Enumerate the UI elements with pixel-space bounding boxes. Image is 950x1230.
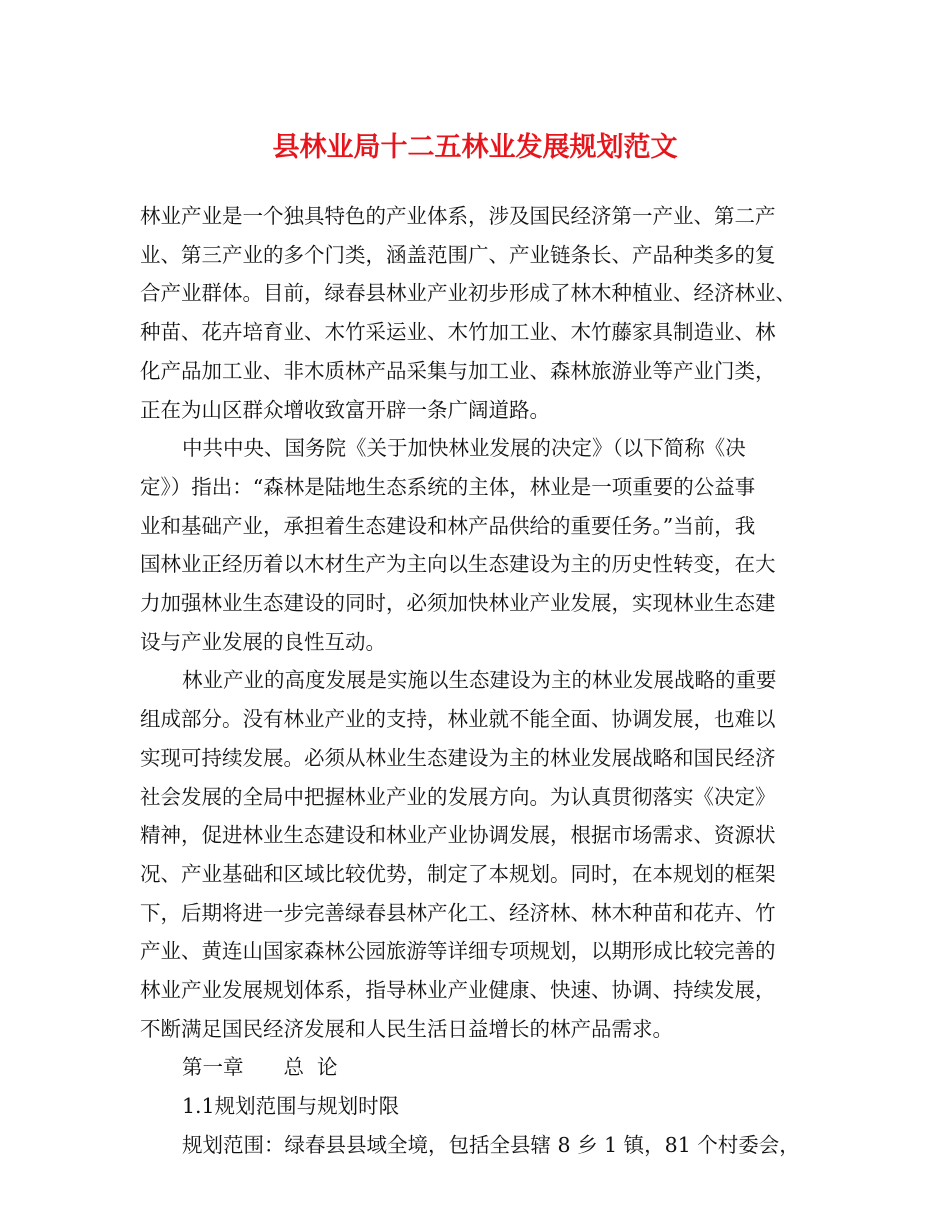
text-line: 社会发展的全局中把握林业产业的发展方向。为认真贯彻落实《决定》 (140, 784, 776, 809)
text-line: 业和基础产业，承担着生态建设和林产品供给的重要任务。”当前，我 (140, 513, 756, 538)
text-line: 组成部分。没有林业产业的支持，林业就不能全面、协调发展，也难以 (140, 707, 776, 732)
paragraph-decision (140, 429, 830, 661)
text-line: 林业产业是一个独具特色的产业体系，涉及国民经济第一产业、第二产 (140, 204, 776, 228)
text-line: 种苗、花卉培育业、木竹采运业、木竹加工业、木竹藤家具制造业、林 (140, 320, 776, 345)
text-line: 规划范围：绿春县县域全境，包括全县辖 8 乡 1 镇，81 个村委会， (182, 1132, 800, 1157)
text-line: 化产品加工业、非木质林产品采集与加工业、森林旅游业等产业门类， (140, 358, 776, 383)
text-line: 设与产业发展的良性互动。 (140, 629, 386, 654)
paragraph-intro (140, 197, 830, 429)
paragraph-strategy (140, 661, 830, 1048)
text-line: 林业产业发展规划体系，指导林业产业健康、快速、协调、持续发展， (140, 978, 776, 1003)
text-line: 力加强林业生态建设的同时，必须加快林业产业发展，实现林业生态建 (140, 591, 776, 616)
text-line: 中共中央、国务院《关于加快林业发展的决定》（以下简称《决 (182, 436, 746, 461)
text-line: 下，后期将进一步完善绿春县林产化工、经济林、林木种苗和花卉、竹 (140, 900, 776, 925)
text-line: 林业产业的高度发展是实施以生态建设为主的林业发展战略的重要 (182, 668, 777, 693)
text-line: 精神，促进林业生态建设和林业产业协调发展，根据市场需求、资源状 (140, 823, 776, 848)
document-title: 县林业局十二五林业发展规划范文 (272, 132, 678, 163)
text-line: 国林业正经历着以木材生产为主向以生态建设为主的历史性转变，在大 (140, 552, 776, 577)
text-line: 不断满足国民经济发展和人民生活日益增长的林产品需求。 (140, 1016, 673, 1041)
text-line: 合产业群体。目前，绿春县林业产业初步形成了林木种植业、经济林业、 (140, 281, 796, 306)
text-line: 况、产业基础和区域比较优势，制定了本规划。同时，在本规划的框架 (140, 861, 776, 886)
text-line: 正在为山区群众增收致富开辟一条广阔道路。 (140, 397, 550, 422)
chapter-heading (140, 1048, 830, 1087)
section-title: 1.1规划范围与规划时限 (182, 1094, 400, 1119)
text-line: 产业、黄连山国家森林公园旅游等详细专项规划，以期形成比较完善的 (140, 939, 776, 964)
text-line: 业、第三产业的多个门类，涵盖范围广、产业链条长、产品种类多的复 (140, 242, 776, 267)
chapter-title: 总 论 (283, 1055, 338, 1080)
section-heading (140, 1087, 830, 1126)
chapter-label: 第一章 (182, 1055, 244, 1080)
document-body (140, 197, 830, 1165)
text-line: 实现可持续发展。必须从林业生态建设为主的林业发展战略和国民经济 (140, 745, 776, 770)
text-line: 定》）指出：“森林是陆地生态系统的主体，林业是一项重要的公益事 (140, 474, 756, 499)
paragraph-scope (140, 1126, 830, 1165)
